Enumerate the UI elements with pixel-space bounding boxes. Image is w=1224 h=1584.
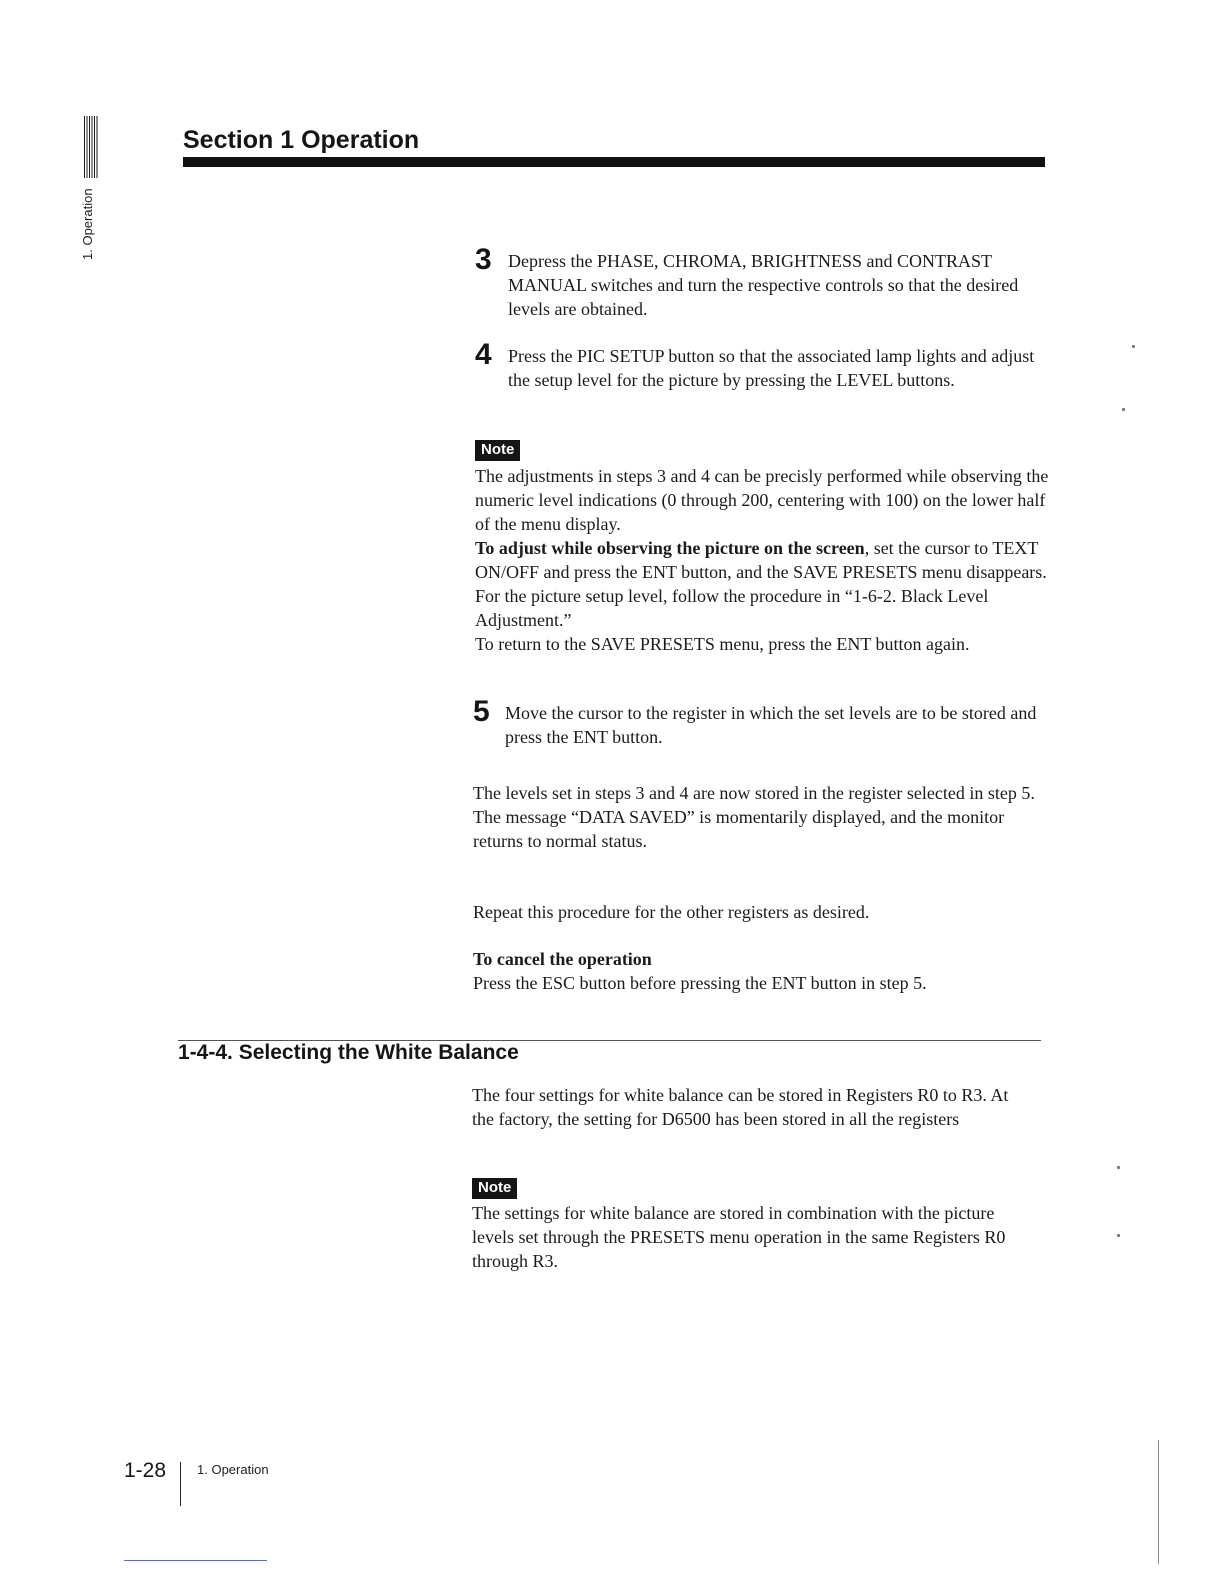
scan-speck [1117,1234,1120,1237]
page-number: 1-28 [124,1459,167,1482]
scan-speck [1117,1166,1120,1169]
result-text [473,781,1053,853]
note-1-line-1: The adjustments in steps 3 and 4 can be precisly performed while observing the numeric level indications (0 through 200, centering with 100) on the lower half of the menu display. [475,466,1049,534]
note-1-line-2 [475,536,1050,584]
step-text: Move the cursor to the register in which the set levels are to be stored and press the ENT button. [505,703,1037,747]
note-1-line-3: For the picture setup level, follow the procedure in “1-6-2. Black Level Adjustment.” [475,586,989,630]
note-1-badge [475,440,520,461]
result-line-1: The levels set in steps 3 and 4 are now stored in the register selected in step 5. [473,783,1035,803]
step-number: 5 [473,695,490,728]
repeat-text: Repeat this procedure for the other registers as desired. [473,902,870,922]
subsection-title: 1-4-4. Selecting the White Balance [178,1041,519,1064]
scan-speck [1132,345,1135,348]
side-tab-label: 1. Operation [80,188,95,260]
footer-divider [180,1462,181,1506]
step-5 [473,695,1048,749]
footer-section-label: 1. Operation [197,1462,269,1477]
step-text: Press the PIC SETUP button so that the associated lamp lights and adjust the setup level for the picture by pressing the LEVEL buttons. [508,346,1035,390]
note-1-bold-lead: To adjust while observing the picture on the screen [475,538,865,558]
cancel-text: Press the ESC button before pressing the ENT button in step 5. [473,973,927,993]
section-title-rule [183,157,1045,167]
note-badge: Note [475,440,520,461]
step-number: 4 [475,338,492,371]
note-2-badge [472,1178,517,1199]
footer-underline [124,1560,267,1561]
note-2-text: The settings for white balance are stored in combination with the picture levels set through the PRESETS menu operation in the same Registers R0 through R3. [472,1203,1006,1271]
step-text: Depress the PHASE, CHROMA, BRIGHTNESS and CONTRAST MANUAL switches and turn the respective controls so that the desired levels are obtained. [508,251,1019,319]
page-title: Section 1 Operation [183,126,420,154]
cancel-heading: To cancel the operation [473,949,652,969]
subsection-intro: The four settings for white balance can be stored in Registers R0 to R3. At the factory, the setting for D6500 has been stored in all the registers [472,1085,1009,1129]
step-3 [475,243,1050,321]
cancel-block [473,947,1048,995]
scan-speck [1122,408,1125,411]
note-1-line-2-rest: , set the cursor to TEXT ON/OFF and press the ENT button, and the SAVE PRESETS menu disappears. [475,538,1047,582]
scan-edge-line [1158,1440,1159,1564]
step-number: 3 [475,243,492,276]
note-1-body [475,464,1050,656]
result-line-2: The message “DATA SAVED” is momentarily displayed, and the monitor returns to normal status. [473,807,1005,851]
note-badge: Note [472,1178,517,1199]
step-4 [475,338,1050,392]
note-1-line-4: To return to the SAVE PRESETS menu, press the ENT button again. [475,634,970,654]
side-tab-marker [84,116,98,178]
